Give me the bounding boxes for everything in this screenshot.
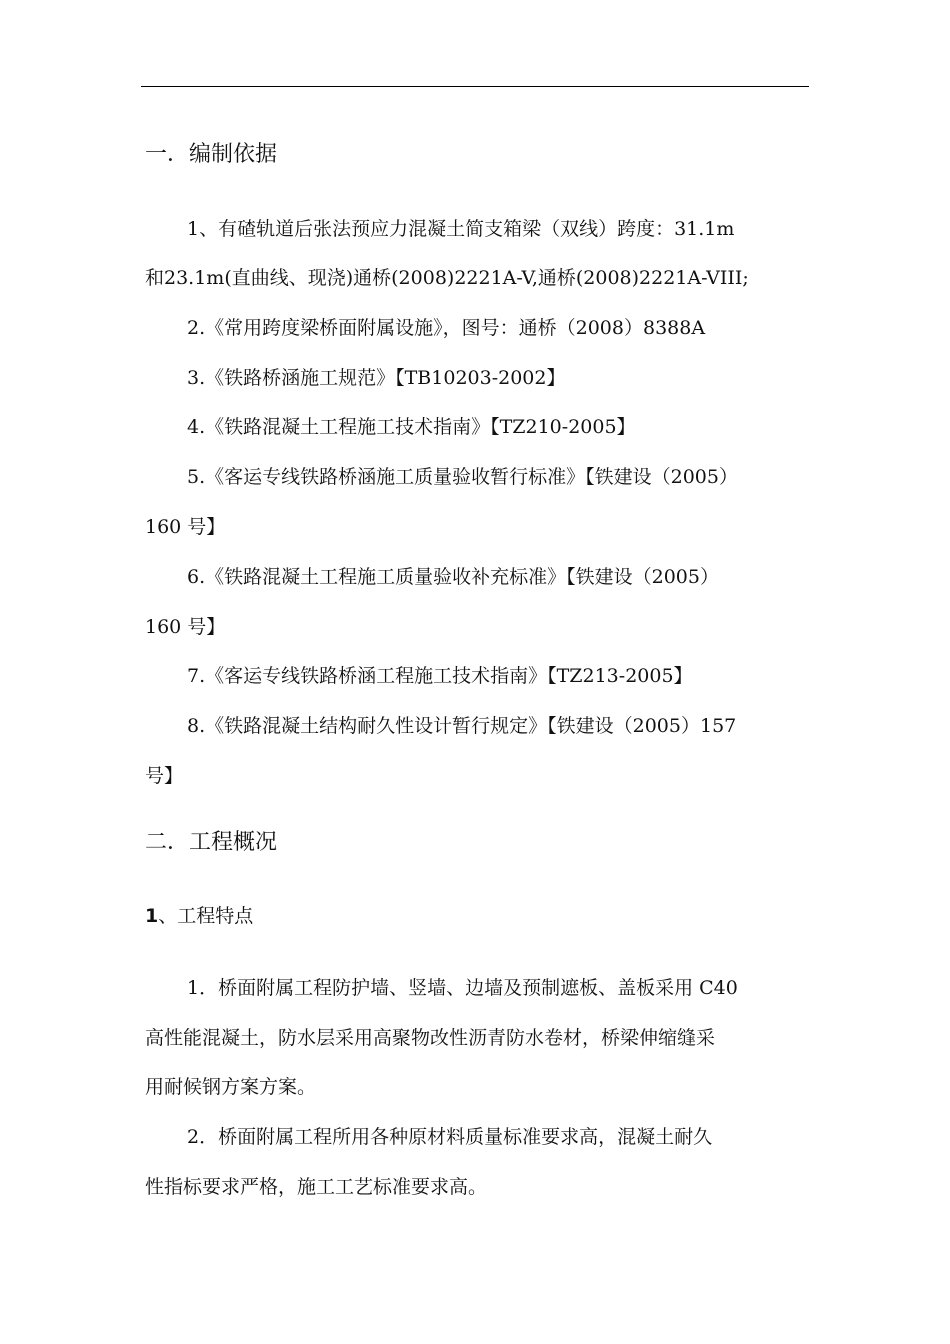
subsection-number: 1 bbox=[145, 905, 159, 927]
header-rule bbox=[141, 86, 809, 87]
basis-item-1: 1、有碴轨道后张法预应力混凝土简支箱梁（双线）跨度：31.1m bbox=[187, 218, 735, 240]
basis-item-8-cont: 号】 bbox=[145, 765, 184, 787]
subsection-title-features bbox=[145, 903, 253, 929]
basis-item-3: 3.《铁路桥涵施工规范》【TB10203-2002】 bbox=[187, 367, 566, 389]
section-title-overview: 二．工程概况 bbox=[145, 830, 278, 855]
feature-item-1-cont-2: 用耐候钢方案方案。 bbox=[145, 1076, 317, 1098]
basis-item-2: 2.《常用跨度梁桥面附属设施》，图号：通桥（2008）8388A bbox=[187, 317, 706, 339]
basis-item-1-cont: 和23.1m(直曲线、现浇)通桥(2008)2221A-V,通桥(2008)2221A-VIII; bbox=[145, 267, 749, 289]
basis-item-4: 4.《铁路混凝土工程施工技术指南》【TZ210-2005】 bbox=[187, 416, 636, 438]
feature-item-2: 2．桥面附属工程所用各种原材料质量标准要求高，混凝土耐久 bbox=[187, 1126, 713, 1148]
basis-item-5: 5.《客运专线铁路桥涵施工质量验收暂行标准》【铁建设（2005） bbox=[187, 466, 738, 488]
section-title-basis: 一．编制依据 bbox=[145, 142, 278, 167]
basis-item-8: 8.《铁路混凝土结构耐久性设计暂行规定》【铁建设（2005）157 bbox=[187, 715, 737, 737]
basis-item-6-cont: 160 号】 bbox=[145, 616, 226, 638]
subsection-label: 、工程特点 bbox=[158, 905, 254, 927]
basis-item-7: 7.《客运专线铁路桥涵工程施工技术指南》【TZ213-2005】 bbox=[187, 665, 693, 687]
basis-item-5-cont: 160 号】 bbox=[145, 516, 226, 538]
feature-item-1-cont-1: 高性能混凝土，防水层采用高聚物改性沥青防水卷材，桥梁伸缩缝采 bbox=[145, 1027, 716, 1049]
basis-item-6: 6.《铁路混凝土工程施工质量验收补充标准》【铁建设（2005） bbox=[187, 566, 719, 588]
feature-item-1: 1．桥面附属工程防护墙、竖墙、边墙及预制遮板、盖板采用 C40 bbox=[187, 977, 738, 999]
feature-item-2-cont: 性指标要求严格，施工工艺标准要求高。 bbox=[145, 1176, 488, 1198]
